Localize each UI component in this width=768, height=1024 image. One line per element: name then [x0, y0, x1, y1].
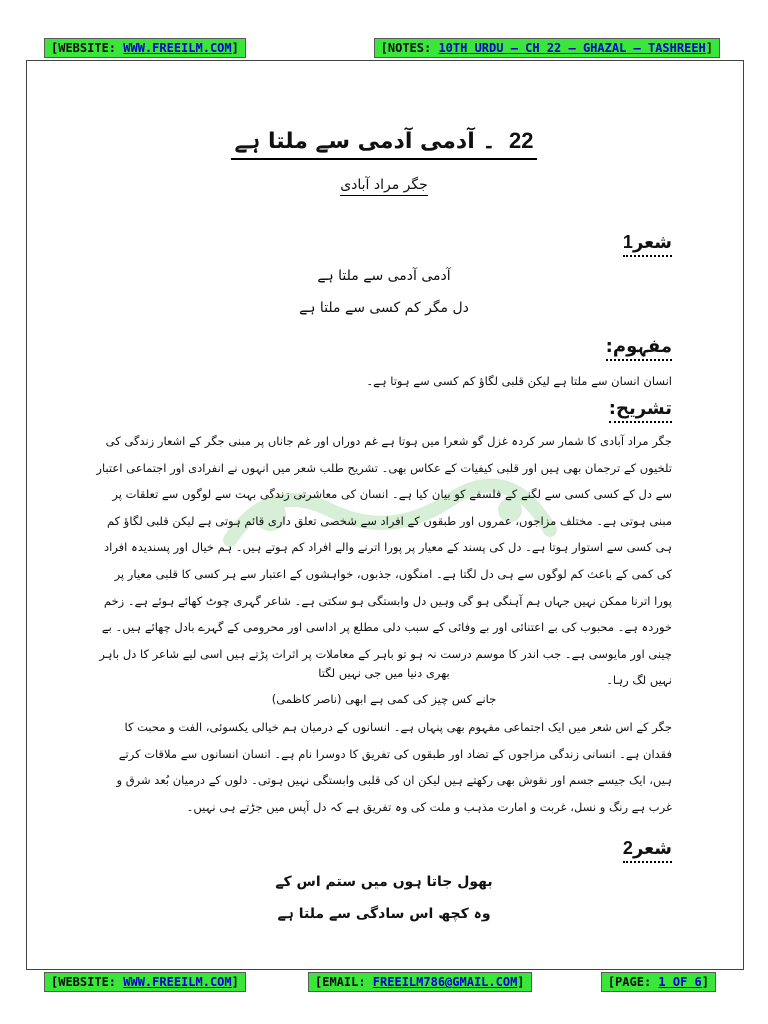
quote-line-2: جانے کس چیز کی کمی ہے ابھی (ناصر کاظمی)	[271, 692, 497, 706]
footer-page-close: ]	[701, 975, 709, 989]
mafhoom-heading: مفہوم:	[606, 336, 672, 361]
tashreeh-paragraph-2: جگر کے اس شعر میں ایک اجتماعی مفہوم بھی پنہاں ہے۔ انسانوں کے درمیان ہم خیالی یکسوئی، الفت و محبت کا فقدان ہے۔ انسانی زندگی مزاجوں کے تضاد اور طبقوں کی تفریق کا دوسرا نام ہے۔ انسان انسانوں سے ملاقات کرتے ہیں، ایک جیسے جسم اور نقوش بھی رکھتے ہیں لیکن ان کی قلبی وابستگی نہیں ہوتی۔ دلوں کے درمیان بُعد شرق و غرب ہے رنگ و نسل، غربت و امارت مذہب و ملت کی وہ تفریق ہے کہ دل آپس میں جڑتے ہی نہیں۔	[116, 720, 672, 814]
header-website-close: ]	[231, 41, 239, 55]
header-website-link[interactable]: WWW.FREEILM.COM	[123, 41, 232, 55]
sher1-label: شعر	[632, 232, 672, 253]
sher2-heading	[623, 838, 672, 863]
header-bar	[0, 38, 768, 58]
header-notes-key: [NOTES:	[380, 41, 439, 55]
chapter-number: 22	[508, 128, 534, 153]
footer-page-box	[601, 972, 716, 992]
header-website-key: [WEBSITE:	[51, 41, 124, 55]
footer-email-close: ]	[517, 975, 525, 989]
sher1-line1: آدمی آدمی سے ملتا ہے	[317, 268, 451, 284]
footer-website-key: [WEBSITE:	[51, 975, 124, 989]
footer-website-box	[44, 972, 246, 992]
sher2-line2: وہ کچھ اس سادگی سے ملتا ہے	[277, 906, 491, 922]
author-name: جگر مراد آبادی	[340, 177, 428, 196]
sher1-line2: دل مگر کم کسی سے ملتا ہے	[299, 300, 469, 316]
title-wrap	[0, 128, 768, 160]
tashreeh-heading: تشریح:	[609, 398, 672, 423]
header-notes-link[interactable]: 10TH URDU – CH 22 – GHAZAL – TASHREEH	[438, 41, 706, 55]
sher2-label: شعر	[632, 838, 672, 859]
footer-bar	[0, 972, 768, 992]
footer-website-close: ]	[231, 975, 239, 989]
footer-website-link[interactable]: WWW.FREEILM.COM	[123, 975, 232, 989]
chapter-title: ۔ آدمی آدمی سے ملتا ہے	[234, 129, 496, 154]
mafhoom-text: انسان انسان سے ملتا ہے لیکن قلبی لگاؤ کم کسی سے ہوتا ہے۔	[366, 374, 672, 388]
author-wrap	[0, 174, 768, 196]
header-notes-close: ]	[705, 41, 713, 55]
sher2-line1: بھول جاتا ہوں میں ستم اس کے	[275, 874, 493, 890]
sher1-number: 1	[622, 232, 633, 252]
header-website-box	[44, 38, 246, 58]
footer-email-box	[308, 972, 532, 992]
quote-line-1: بھری دنیا میں جی نہیں لگتا	[318, 666, 450, 680]
footer-page-key: [PAGE:	[607, 975, 659, 989]
tashreeh-paragraph-1: جگر مراد آبادی کا شمار سر کردہ غزل گو شعرا میں ہوتا ہے غم دوراں اور غم جاناں پر مبنی جگر کے اشعار زندگی کی تلخیوں کے ترجمان بھی ہیں اور قلبی کیفیات کے عکاس بھی۔ تشریح طلب شعر میں انہوں نے انفرادی اور اجتماعی اعتبار سے دل کے کسی کسی سے لگنے کے فلسفے کو بیان کیا ہے۔ انسان کی معاشرتی زندگی بہت سے لوگوں سے تعلقات پر مبنی ہوتی ہے۔ مختلف مزاجوں، عمروں اور طبقوں کے افراد سے شخصی تعلق داری قائم ہوتی ہے لیکن قلبی لگاؤ کم ہی کسی سے استوار ہوتا ہے۔ دل کی پسند کے معیار پر پورا اترنے والے افراد کم ہوتے ہیں۔ ہم خیال اور پسندیدہ افراد کی کمی کے باعث کم لوگوں سے ہی دل لگتا ہے۔ امنگوں، جذبوں، خواہشوں کے اعتبار سے ہر کسی کا قلبی معیار پر پورا اترنا ممکن نہیں جہاں ہم آہنگی ہو گی وہیں دل وابستگی ہو سکتی ہے۔ شاعر گہری چوٹ کھائے ہوئے ہے۔ زخم خوردہ ہے۔ محبوب کی بے اعتنائی اور بے وفائی کے سبب دلی مطلع پر اداسی اور محرومی کے گہرے بادل چھائے ہیں۔ بے چینی اور مایوسی ہے۔ جب اندر کا موسم درست نہ ہو تو باہر کے معاملات پر اثرات پڑتے ہیں اسی لیے شاعر کا دل باہر نہیں لگ رہا۔	[96, 434, 672, 688]
sher2-number: 2	[622, 838, 633, 858]
page-title	[231, 128, 538, 160]
footer-email-key: [EMAIL:	[315, 975, 373, 989]
footer-email-link[interactable]: FREEILM786@GMAIL.COM	[372, 975, 518, 989]
sher1-heading	[623, 232, 672, 257]
footer-page-number: 1 OF 6	[658, 975, 702, 989]
header-notes-box	[374, 38, 720, 58]
